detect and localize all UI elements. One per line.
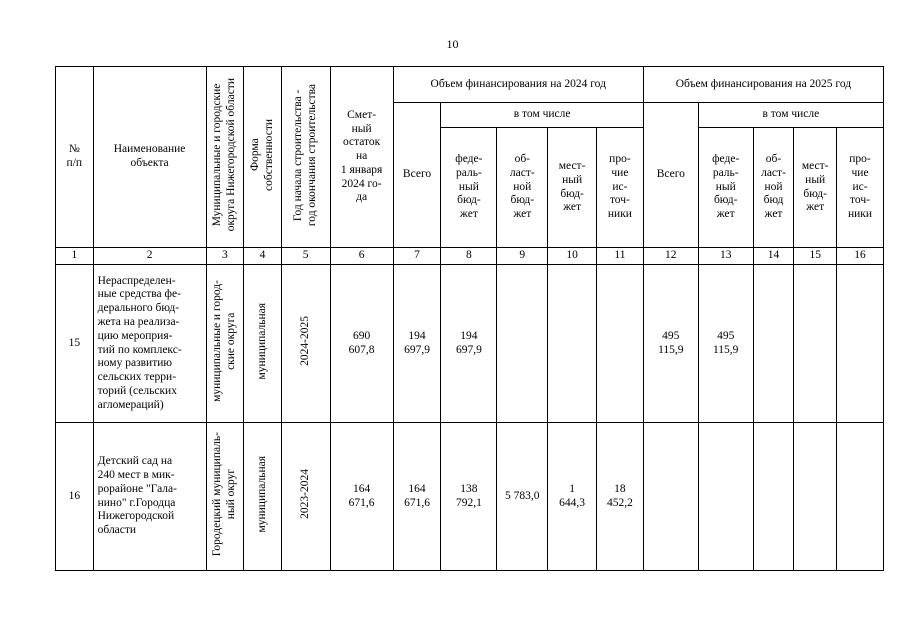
row-federal-2025: 495 115,9 bbox=[698, 265, 753, 423]
header-regional-2024: об- ласт- ной бюд- жет bbox=[497, 128, 548, 248]
row-other-2024 bbox=[597, 265, 644, 423]
row-name: Детский сад на 240 мест в мик- рорайоне "Гала- нино" г.Городца Нижегородской области bbox=[93, 423, 206, 571]
col-number: 1 bbox=[56, 248, 94, 265]
col-number: 11 bbox=[597, 248, 644, 265]
row-other-2025 bbox=[837, 423, 884, 571]
row-total-2024: 164 671,6 bbox=[393, 423, 441, 571]
row-local-2025 bbox=[794, 265, 837, 423]
col-number: 7 bbox=[393, 248, 441, 265]
header-fin-2025: Объем финансирования на 2025 год bbox=[643, 67, 883, 103]
row-total-2025: 495 115,9 bbox=[643, 265, 698, 423]
header-ownership: Форма собственности bbox=[244, 67, 282, 248]
row-regional-2025 bbox=[753, 265, 794, 423]
row-num: 15 bbox=[56, 265, 94, 423]
header-total-2025: Всего bbox=[643, 103, 698, 248]
row-name: Нераспределен- ные средства фе- дерального бюд- жета на реализа- цию мероприя- тий по комплекс- ному развитию сельских терри- торий (сельских агломераций) bbox=[93, 265, 206, 423]
col-number: 9 bbox=[497, 248, 548, 265]
col-number: 15 bbox=[794, 248, 837, 265]
row-ownership: муниципальная bbox=[244, 265, 282, 423]
header-years: Год начала строительства - год окончания строительства bbox=[281, 67, 330, 248]
row-regional-2024 bbox=[497, 265, 548, 423]
row-ownership: муниципальная bbox=[244, 423, 282, 571]
header-federal-2024: федe- раль- ный бюд- жет bbox=[441, 128, 497, 248]
header-name: Наименование объекта bbox=[93, 67, 206, 248]
row-num: 16 bbox=[56, 423, 94, 571]
col-number: 3 bbox=[206, 248, 244, 265]
header-fin-2024: Объем финансирования на 2024 год bbox=[393, 67, 643, 103]
row-regional-2024: 5 783,0 bbox=[497, 423, 548, 571]
header-incl-2025: в том числе bbox=[698, 103, 883, 128]
header-other-2025: про- чие ис- точ- ники bbox=[837, 128, 884, 248]
row-regional-2025 bbox=[753, 423, 794, 571]
header-remainder: Смет- ный остаток на 1 января 2024 го- да bbox=[330, 67, 393, 248]
row-local-2024: 1 644,3 bbox=[548, 423, 597, 571]
header-federal-2025: федe- раль- ный бюд- жет bbox=[698, 128, 753, 248]
row-federal-2025 bbox=[698, 423, 753, 571]
header-other-2024: про- чие ис- точ- ники bbox=[597, 128, 644, 248]
table-row bbox=[56, 423, 884, 571]
col-number: 16 bbox=[837, 248, 884, 265]
row-federal-2024: 138 792,1 bbox=[441, 423, 497, 571]
col-number: 12 bbox=[643, 248, 698, 265]
row-total-2025 bbox=[643, 423, 698, 571]
row-remainder: 690 607,8 bbox=[330, 265, 393, 423]
row-local-2025 bbox=[794, 423, 837, 571]
col-number: 5 bbox=[281, 248, 330, 265]
row-other-2024: 18 452,2 bbox=[597, 423, 644, 571]
col-number: 14 bbox=[753, 248, 794, 265]
header-municipality: Муниципальные и городские округа Нижегородской области bbox=[206, 67, 244, 248]
financing-table bbox=[55, 66, 884, 571]
col-number: 10 bbox=[548, 248, 597, 265]
row-total-2024: 194 697,9 bbox=[393, 265, 441, 423]
row-years: 2024-2025 bbox=[281, 265, 330, 423]
page-number: 10 bbox=[446, 37, 459, 51]
col-number: 6 bbox=[330, 248, 393, 265]
column-number-row bbox=[56, 248, 884, 265]
header-local-2025: мест- ный бюд- жет bbox=[794, 128, 837, 248]
col-number: 4 bbox=[244, 248, 282, 265]
header-row-1 bbox=[56, 67, 884, 103]
col-number: 2 bbox=[93, 248, 206, 265]
header-local-2024: мест- ный бюд- жет bbox=[548, 128, 597, 248]
header-regional-2025: об- ласт- ной бюд жет bbox=[753, 128, 794, 248]
col-number: 8 bbox=[441, 248, 497, 265]
header-num: № п/п bbox=[56, 67, 94, 248]
header-incl-2024: в том числе bbox=[441, 103, 643, 128]
row-federal-2024: 194 697,9 bbox=[441, 265, 497, 423]
row-other-2025 bbox=[837, 265, 884, 423]
row-local-2024 bbox=[548, 265, 597, 423]
row-municipality: Городецкий муниципаль- ный округ bbox=[206, 423, 244, 571]
col-number: 13 bbox=[698, 248, 753, 265]
row-municipality: муниципальные и город- ские округа bbox=[206, 265, 244, 423]
row-remainder: 164 671,6 bbox=[330, 423, 393, 571]
header-total-2024: Всего bbox=[393, 103, 441, 248]
table-row bbox=[56, 265, 884, 423]
row-years: 2023-2024 bbox=[281, 423, 330, 571]
